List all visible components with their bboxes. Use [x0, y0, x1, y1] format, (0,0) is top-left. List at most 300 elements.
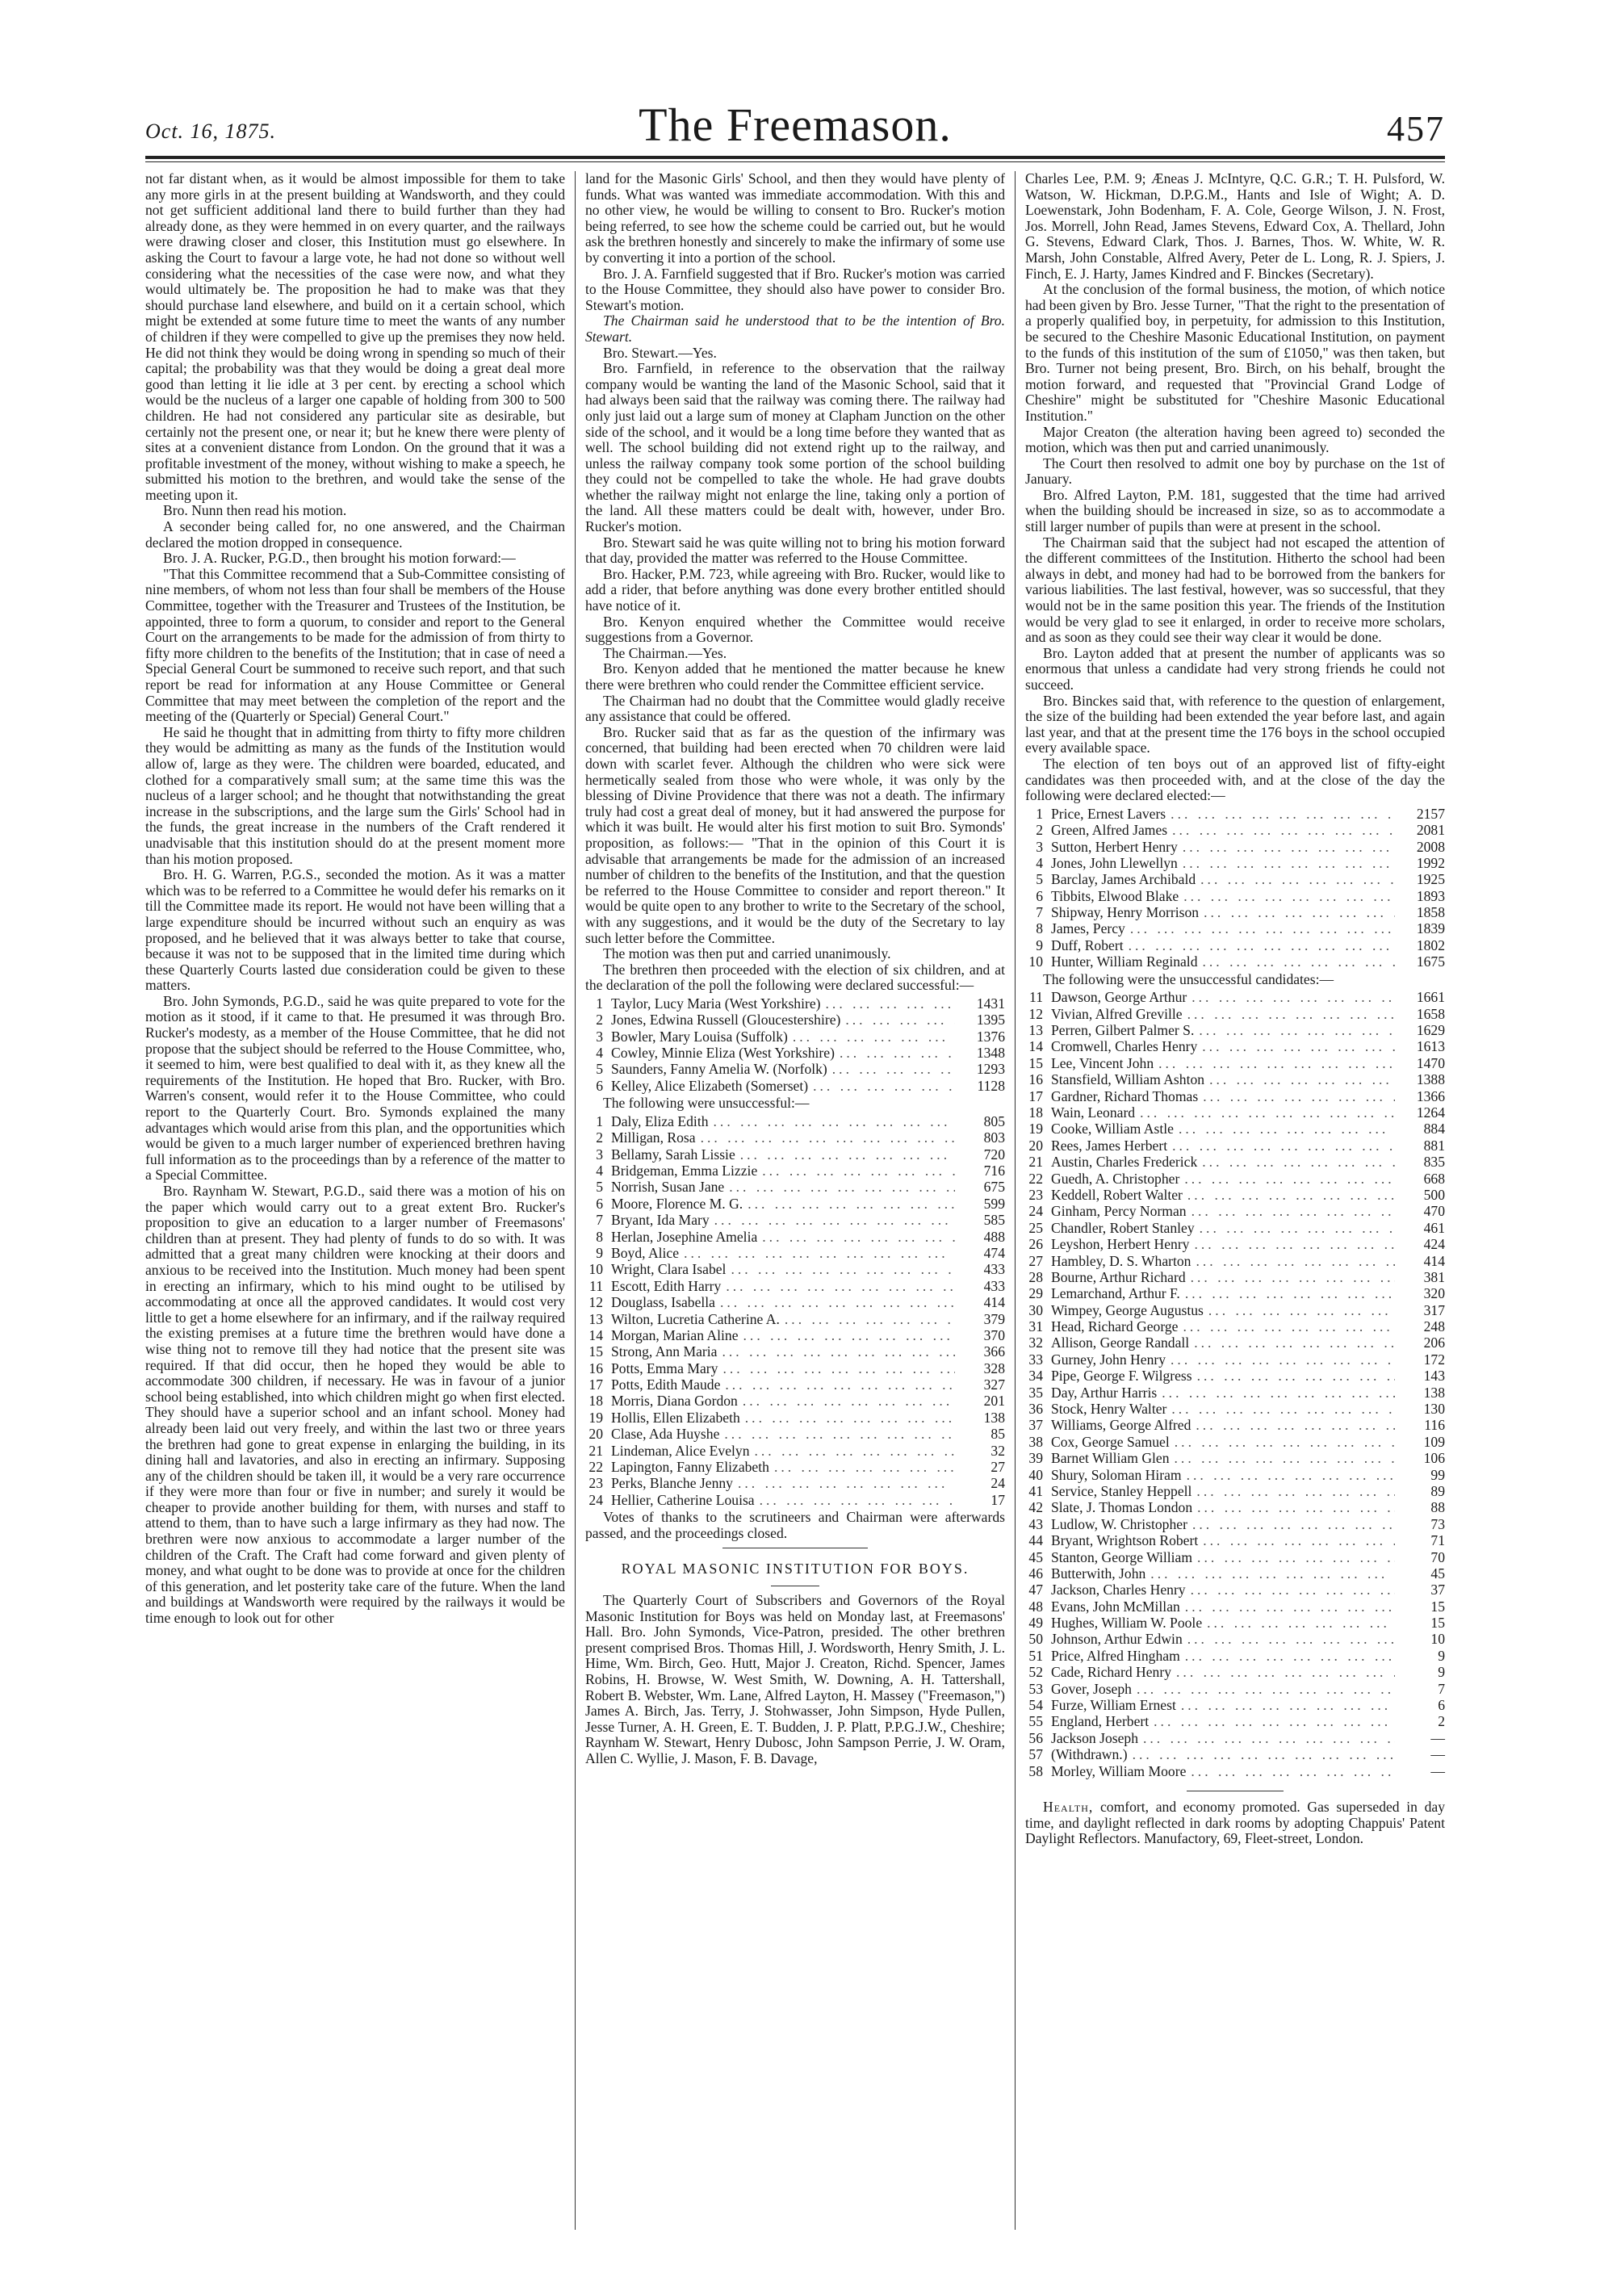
leader-dots — [1186, 1269, 1395, 1285]
list-row-votes: 9 — [1438, 1664, 1445, 1681]
list-row — [1025, 1121, 1445, 1137]
list-row-name: Hambley, D. S. Wharton — [1051, 1252, 1191, 1269]
list-row-votes: — — [1430, 1729, 1445, 1746]
list-row-number: 21 — [1028, 1154, 1043, 1171]
list-row-number: 7 — [1036, 904, 1043, 921]
list-row-name: Evans, John McMillan — [1051, 1598, 1180, 1615]
list-row-votes: 433 — [983, 1261, 1005, 1278]
list-row — [1025, 1746, 1445, 1762]
list-row-votes: 24 — [990, 1475, 1005, 1492]
list-row-name: Wright, Clara Isabel — [611, 1261, 727, 1278]
leader-dots — [1195, 1220, 1395, 1236]
list-row-votes: 15 — [1430, 1598, 1445, 1615]
leader-dots — [710, 1212, 955, 1228]
list-row-number: 2 — [1036, 822, 1043, 839]
list-row — [1025, 953, 1445, 970]
list-row-number: 1 — [1036, 805, 1043, 822]
list-row-votes: 500 — [1423, 1186, 1445, 1203]
list-row-name: Lemarchand, Arthur F. — [1051, 1285, 1180, 1302]
list-row-name: Slate, J. Thomas London — [1051, 1499, 1193, 1516]
masthead-rule-thick — [145, 156, 1445, 159]
leader-dots — [1192, 1368, 1395, 1384]
list-row-name: Gurney, John Henry — [1051, 1351, 1166, 1368]
list-row-votes: 138 — [983, 1409, 1005, 1426]
paragraph: Bro. Kenyon added that he mentioned the matter because he knew there were brethren who could render the Committee efficient service. — [585, 660, 1005, 693]
paragraph: The election of ten boys out of an approved list of fifty-eight candidates was then proceeded with, and at the close of the day the following were declared elected:— — [1025, 755, 1445, 804]
paragraph: The Chairman had no doubt that the Committee would gladly receive any assistance that could be offered. — [585, 692, 1005, 725]
list-row — [1025, 1104, 1445, 1121]
list-row-votes: 2 — [1438, 1713, 1445, 1730]
list-row-number: 21 — [588, 1442, 603, 1459]
leader-dots — [719, 1426, 955, 1442]
section-heading-boys: ROYAL MASONIC INSTITUTION FOR BOYS. — [621, 1561, 970, 1577]
leader-dots — [750, 1443, 956, 1459]
list-row-number: 23 — [1028, 1186, 1043, 1203]
leader-dots — [1167, 1138, 1395, 1154]
list-row — [1025, 1598, 1445, 1615]
paragraph: The motion was then put and carried unanimously. — [603, 945, 891, 962]
list-row-number: 19 — [588, 1409, 603, 1426]
leader-dots — [1189, 1236, 1395, 1252]
list-row — [1025, 1203, 1445, 1219]
leader-dots — [1187, 1516, 1395, 1532]
list-row-name: Gover, Joseph — [1051, 1680, 1132, 1697]
leader-dots — [1180, 1598, 1395, 1615]
list-row-votes: 2008 — [1416, 838, 1445, 855]
list-row-votes: 461 — [1423, 1219, 1445, 1236]
advert-text: comfort, and economy promoted. Gas superseded in day time, and daylight reflected in dark rooms by adopting Chappuis' Patent Daylight Reflectors. Manufactory, 69, Fleet-street, London. — [1025, 1799, 1445, 1847]
list-row-number: 20 — [588, 1426, 603, 1443]
list-row-number: 5 — [596, 1061, 603, 1078]
list-row-votes: 835 — [1423, 1154, 1445, 1171]
paragraph: Bro. Rucker said that as far as the question of the infirmary was concerned, that building had been erected when 70 children were laid down with scarlet fever. Although the children who were sick were hermetically sealed from those who were whole, it was only by the blessing of Divine Providence that there was not a death. The infirmary truly had cost a great deal of money, but it had answered the purpose for which it was built. He would alter his first motion to suit Bro. Symonds' proposition, as follows:— "That in the opinion of this Court it is advisable that arrangements be made for the admission of an increased number of children to the benefits of the Institution, and that the question be referred to the House Committee to consider and report thereon." It would be quite open to any brother to write to the Secretary of the school, with any suggestions, and it would be the duty of the Secretary to lay such letter before the Committee. — [585, 723, 1005, 946]
list-row-votes: 1613 — [1416, 1038, 1445, 1055]
list-row — [1025, 1368, 1445, 1384]
list-row — [1025, 1582, 1445, 1598]
leader-dots — [1135, 1104, 1395, 1121]
list-row-name: Barclay, James Archibald — [1051, 871, 1196, 888]
list-row-name: Clase, Ada Huyshe — [611, 1426, 720, 1443]
list-row-number: 18 — [1028, 1104, 1043, 1121]
list-row — [1025, 904, 1445, 920]
paragraph: A seconder being called for, no one answered, and the Chairman declared the motion dropped in consequence. — [145, 518, 565, 551]
leader-dots — [1194, 1022, 1395, 1038]
list-row-number: 14 — [1028, 1038, 1043, 1055]
leader-dots — [1176, 1697, 1395, 1713]
leader-dots — [1145, 1565, 1395, 1582]
list-row-votes: 2081 — [1416, 822, 1445, 839]
paragraph: Bro. Farnfield, in reference to the observation that the railway company would be wanting the land of the Masonic School, said that it had always been said that the railway was coming there. The railway had only just laid out a large sum of money at Clapham Junction on the other side of the school, and it would be a long time before they wanted that as well. The school building did not extend right up to the railway, and unless the railway company took some portion of the school building they could not be compelled to take the whole. He had grave doubts whether the railway might not enlarge the line, taking only a portion of the land. All these matters could be dealt with, however, under Bro. Rucker's motion. — [585, 360, 1005, 535]
list-row — [585, 1492, 1005, 1508]
list-row-number: 15 — [588, 1343, 603, 1360]
list-row-number: 33 — [1028, 1351, 1043, 1368]
list-row-number: 45 — [1028, 1548, 1043, 1565]
list-row-number: 6 — [1036, 887, 1043, 904]
list-row — [1025, 806, 1445, 822]
list-row-number: 56 — [1028, 1729, 1043, 1746]
list-row — [1025, 1516, 1445, 1532]
list-row — [1025, 1187, 1445, 1203]
list-row-number: 7 — [596, 1212, 603, 1229]
leader-dots — [735, 1146, 955, 1163]
list-row-votes: 805 — [983, 1112, 1005, 1129]
list-row-votes: 716 — [983, 1162, 1005, 1179]
list-row-votes: 1893 — [1416, 887, 1445, 904]
list-row-number: 12 — [588, 1294, 603, 1311]
list-row — [1025, 1236, 1445, 1252]
leader-dots — [1198, 1532, 1395, 1548]
list-row — [585, 1029, 1005, 1045]
list-row-name: Moore, Florence M. G. — [611, 1195, 743, 1212]
list-row — [585, 1410, 1005, 1426]
list-row — [1025, 1664, 1445, 1680]
list-row-number: 32 — [1028, 1334, 1043, 1351]
list-row — [1025, 1648, 1445, 1664]
advertisement — [1025, 1800, 1445, 1847]
list-row-votes: 1128 — [977, 1077, 1005, 1094]
list-row-name: Hunter, William Reginald — [1051, 953, 1198, 970]
list-row-name: Morley, William Moore — [1051, 1762, 1187, 1779]
list-row-votes: 1802 — [1416, 936, 1445, 953]
list-row — [1025, 1171, 1445, 1187]
leader-dots — [1154, 1055, 1395, 1071]
list-row — [1025, 1138, 1445, 1154]
list-row-number: 39 — [1028, 1450, 1043, 1467]
list-row-votes: 1675 — [1416, 953, 1445, 970]
list-row-number: 11 — [589, 1277, 603, 1294]
list-row — [1025, 1253, 1445, 1269]
leader-dots — [1191, 1483, 1395, 1499]
list-row-name: Stanton, George William — [1051, 1548, 1193, 1565]
list-row-name: Lee, Vincent John — [1051, 1054, 1154, 1071]
leader-dots — [1124, 937, 1395, 953]
list-row-votes: 1264 — [1416, 1104, 1445, 1121]
list-row-name: (Withdrawn.) — [1051, 1746, 1128, 1763]
leader-dots — [1178, 1318, 1395, 1334]
list-row-number: 10 — [1028, 953, 1043, 970]
list-row-number: 22 — [1028, 1170, 1043, 1187]
list-row-number: 37 — [1028, 1417, 1043, 1434]
list-row-name: Taylor, Lucy Maria (West Yorkshire) — [611, 995, 821, 1012]
list-row — [1025, 1038, 1445, 1054]
list-row-name: Wain, Leonard — [1051, 1104, 1136, 1121]
list-row-votes: 1658 — [1416, 1005, 1445, 1022]
leader-dots — [1186, 1582, 1395, 1598]
girls-unsuccessful-list — [585, 1113, 1005, 1508]
list-row-votes: 17 — [990, 1491, 1005, 1508]
list-row-number: 51 — [1028, 1647, 1043, 1664]
list-row-number: 23 — [588, 1475, 603, 1492]
leader-dots — [757, 1163, 955, 1179]
leader-dots — [1170, 1434, 1395, 1450]
leader-dots — [808, 1078, 955, 1094]
column-divider — [1015, 171, 1016, 2230]
list-row-number: 8 — [1036, 920, 1043, 937]
list-row-name: Barnet William Glen — [1051, 1450, 1170, 1467]
list-row — [585, 1146, 1005, 1163]
list-row-name: Hughes, William W. Poole — [1051, 1615, 1203, 1632]
leader-dots — [788, 1029, 955, 1045]
leader-dots — [717, 1343, 955, 1360]
list-row-name: Boyd, Alice — [611, 1244, 680, 1261]
list-row-votes: 720 — [983, 1146, 1005, 1163]
list-row — [585, 1343, 1005, 1360]
list-row-votes: — — [1430, 1762, 1445, 1779]
list-row — [585, 1393, 1005, 1409]
list-row-votes: 884 — [1423, 1121, 1445, 1138]
leader-dots — [1125, 920, 1395, 936]
list-row-number: 1 — [596, 1112, 603, 1129]
list-row-name: Price, Ernest Lavers — [1051, 805, 1166, 822]
list-row-number: 34 — [1028, 1368, 1043, 1385]
list-row-votes: 668 — [1423, 1170, 1445, 1187]
list-row — [585, 1360, 1005, 1376]
paragraph: land for the Masonic Girls' School, and then they would have plenty of funds. What was wanted was immediate accommodation. With this and no other view, he would be willing to consent to Bro. Rucker's motion being referred, to see how the scheme could be carried out, but he would ask the brethren honestly and sincerely to make the infirmary of some use by converting it into a portion of the school. — [585, 170, 1005, 266]
leader-dots — [1198, 953, 1396, 970]
list-row-name: Bourne, Arthur Richard — [1051, 1268, 1186, 1285]
list-row-number: 38 — [1028, 1433, 1043, 1450]
list-row-number: 6 — [596, 1195, 603, 1212]
list-row — [1025, 888, 1445, 904]
list-row-votes: 381 — [1423, 1268, 1445, 1285]
list-row-votes: 116 — [1424, 1417, 1445, 1434]
column-divider — [575, 171, 576, 2230]
list-row-name: Tibbits, Elwood Blake — [1051, 887, 1179, 904]
list-row — [585, 1212, 1005, 1228]
list-row — [1025, 1450, 1445, 1466]
list-row-votes: 10 — [1430, 1631, 1445, 1648]
leader-dots — [1178, 839, 1395, 855]
paragraph: Charles Lee, P.M. 9; Æneas J. McIntyre, Q.C. G.R.; T. H. Pulsford, W. Watson, W. Hickman, D.P.G.M., Hants and Isle of Wight; A. D. Loewenstark, John Bodenham, F. A. Cole, George Wilson, J. N. Frost, Jos. Morrell, John Read, James Stevens, Edward Cox, A. Thellard, John G. Stevens, Edward Clark, Thos. J. Barnes, Thos. W. White, W. R. Marsh, John Constable, Alfred Avery, Peter de L. Long, R. J. Spiers, J. Finch, E. J. Harty, James Kindred and F. Binckes (Secretary). — [1025, 170, 1445, 282]
list-row-number: 22 — [588, 1459, 603, 1476]
list-row — [1025, 1385, 1445, 1401]
list-row-votes: 6 — [1438, 1697, 1445, 1714]
list-row-votes: 1629 — [1416, 1022, 1445, 1039]
list-row — [1025, 1220, 1445, 1236]
list-row-number: 47 — [1028, 1582, 1043, 1598]
list-row-votes: 366 — [983, 1343, 1005, 1360]
paragraph: The Court then resolved to admit one boy by purchase on the 1st of January. — [1025, 455, 1445, 488]
leader-dots — [1180, 1285, 1395, 1301]
list-row-votes: 1388 — [1416, 1071, 1445, 1088]
list-row-name: Duff, Robert — [1051, 936, 1124, 953]
list-row-name: Rees, James Herbert — [1051, 1137, 1168, 1154]
list-row-name: Hollis, Ellen Elizabeth — [611, 1409, 740, 1426]
list-row — [585, 1129, 1005, 1146]
leader-dots — [1179, 1171, 1395, 1187]
list-row — [585, 995, 1005, 1012]
list-row-votes: 85 — [990, 1426, 1005, 1443]
list-row-votes: 1348 — [976, 1045, 1005, 1062]
list-row-votes: 599 — [983, 1195, 1005, 1212]
list-row-votes: 73 — [1430, 1515, 1445, 1532]
masthead — [145, 98, 1445, 151]
list-row-votes: 172 — [1423, 1351, 1445, 1368]
list-row-number: 24 — [588, 1491, 603, 1508]
list-row-name: Cox, George Samuel — [1051, 1433, 1170, 1450]
list-row-name: Dawson, George Arthur — [1051, 989, 1187, 1006]
list-row — [1025, 1631, 1445, 1647]
list-row-name: Cooke, William Astle — [1051, 1121, 1174, 1138]
leader-dots — [709, 1113, 955, 1129]
paragraph: The brethren then proceeded with the election of six children, and at the declaration of the poll the following were declared successful:— — [585, 961, 1005, 994]
list-row-name: Ludlow, W. Christopher — [1051, 1515, 1187, 1532]
leader-dots — [721, 1278, 955, 1294]
leader-dots — [1167, 822, 1395, 838]
paragraph: The Quarterly Court of Subscribers and Governors of the Royal Masonic Institution for Boys was held on Monday last, at Freemasons' Hall. Bro. John Symonds, Vice-Patron, presided. The other brethren present comprised Bros. Thomas Hill, J. Wordsworth, Henry Smith, J. L. Hime, Wm. Birch, Geo. Hutt, Major J. Creaton, Richd. Spencer, James Robins, H. Browse, W. West Smith, W. Downing, A. H. Tattershall, Robert B. Webster, Wm. Lane, Alfred Layton, H. Massey ("Freemason,") James A. Birch, Jas. Terry, J. Stohwasser, John Simpson, Hyde Pullen, Jesse Turner, A. H. Green, E. T. Budden, J. P. Platt, P.P.G.J.W., Cheshire; Raynham W. Stewart, Henry Dubosc, John Sampson Perrie, J. W. Oram, Allen C. Wyllie, J. Mason, F. B. Davage, — [585, 1591, 1005, 1766]
paragraph: Major Creaton (the alteration having been agreed to) seconded the motion, which was then put and carried unanimously. — [1025, 423, 1445, 456]
list-row-name: Bridgeman, Emma Lizzie — [611, 1162, 758, 1179]
list-row-votes: 1470 — [1416, 1054, 1445, 1071]
list-row-name: Daly, Eliza Edith — [611, 1112, 709, 1129]
list-row-name: Norrish, Susan Jane — [611, 1179, 725, 1196]
leader-dots — [726, 1261, 955, 1277]
leader-dots — [1180, 1648, 1395, 1664]
list-row-votes: 1992 — [1416, 854, 1445, 871]
boys-elected-list — [1025, 806, 1445, 970]
leader-dots — [1179, 888, 1395, 904]
list-row-number: 9 — [596, 1244, 603, 1261]
list-row-number: 17 — [588, 1376, 603, 1393]
list-row-votes: 89 — [1430, 1482, 1445, 1499]
list-row — [1025, 1483, 1445, 1499]
list-row — [585, 1426, 1005, 1442]
list-row-number: 27 — [1028, 1252, 1043, 1269]
paragraph: Bro. Alfred Layton, P.M. 181, suggested that the time had arrived when the building should be increased in size, so as to accommodate a still larger number of pupils than were at present in the school. — [1025, 486, 1445, 535]
leader-dots — [1204, 1071, 1395, 1087]
paragraph: At the conclusion of the formal business, the motion, of which notice had been given by Bro. Jesse Turner, "That the right to the presentation of a properly qualified boy, in perpetuity, for admission to this Institution, be secured to the Cheshire Masonic Educational Institution, on payment to the funds of this institution of the sum of £1050," was then taken, but Bro. Turner not being present, Bro. Birch, on his behalf, brought the motion forward, and requested that "Provincial Grand Lodge of Cheshire" might be substituted for "Cheshire Masonic Educational Institution." — [1025, 281, 1446, 424]
column-1 — [145, 171, 565, 1627]
list-row — [1025, 1022, 1445, 1038]
list-row-votes: 474 — [983, 1244, 1005, 1261]
list-row-number: 18 — [588, 1393, 603, 1410]
paragraph: Bro. Stewart said he was quite willing not to bring his motion forward that day, provided the matter was referred to the House Committee. — [585, 534, 1005, 567]
list-row — [1025, 1302, 1445, 1318]
list-row-name: Vivian, Alfred Greville — [1051, 1005, 1183, 1022]
list-row-name: Cowley, Minnie Eliza (West Yorkshire) — [611, 1045, 835, 1062]
list-row-name: Strong, Ann Maria — [611, 1343, 718, 1360]
list-row-name: Williams, George Alfred — [1051, 1417, 1191, 1434]
leader-dots — [1204, 1302, 1395, 1318]
list-row-votes: 379 — [983, 1310, 1005, 1327]
list-row-votes: 424 — [1423, 1236, 1445, 1253]
list-row — [1025, 1055, 1445, 1071]
paragraph: Bro. H. G. Warren, P.G.S., seconded the motion. As it was a matter which was to be referred to a Committee he would defer his remarks on it till the Committee made its report. He would not have been willing that a large expenditure should be incurred without such an enquiry as was proposed, and he believed that it was always better to take that course, because it was not to be supposed that in the limited time during which these Quarterly Courts lasted due consideration could be given to these matters. — [145, 866, 565, 994]
list-row-name: Bryant, Wrightson Robert — [1051, 1532, 1199, 1549]
list-row-votes: 1925 — [1416, 871, 1445, 888]
list-row-number: 16 — [1028, 1071, 1043, 1088]
list-row-name: Cade, Richard Henry — [1051, 1664, 1172, 1681]
list-row-votes: 88 — [1430, 1499, 1445, 1516]
list-row-number: 3 — [596, 1028, 603, 1045]
list-row-number: 26 — [1028, 1236, 1043, 1253]
leader-dots — [724, 1179, 955, 1195]
paragraph: Bro. John Symonds, P.G.D., said he was quite prepared to vote for the motion as it stood, if it came to that. He presumed it was through Bro. Rucker's modesty, as a member of the House Committee, that he did not propose that the subject should be referred to the House Committee, who, it seemed to him, were best qualified to deal with it, as they knew all the requirements of the Institution. He hoped that Bro. Rucker, with Bro. Warren's consent, would refer it to the House Committee, who could report to the Quarterly Court. Bro. Symonds explained the many advantages which would arise from this plan, and the opportunities which would be given to a much larger number of experienced brethren having full information as to the proceedings than by a reference of the matter to a Special Committee. — [145, 992, 565, 1184]
list-row-votes: 71 — [1430, 1532, 1445, 1549]
issue-date: Oct. 16, 1875. — [145, 119, 277, 143]
list-row — [1025, 1499, 1445, 1515]
column-2 — [585, 171, 1005, 1767]
list-row-number: 58 — [1028, 1762, 1043, 1779]
list-row-number: 13 — [588, 1310, 603, 1327]
leader-dots — [1174, 1121, 1395, 1137]
leader-dots — [1182, 1467, 1395, 1483]
list-row-number: 44 — [1028, 1532, 1043, 1549]
paragraph: The Chairman said he understood that to be the intention of Bro. Stewart. — [585, 312, 1005, 345]
leader-dots — [679, 1245, 955, 1261]
leader-dots — [1170, 1450, 1395, 1466]
list-row — [1025, 937, 1445, 953]
list-row-name: Stansfield, William Ashton — [1051, 1071, 1205, 1088]
girls-successful-list — [585, 995, 1005, 1094]
paragraph: The Chairman.—Yes. — [603, 644, 727, 661]
list-row-number: 4 — [1036, 854, 1043, 871]
list-row-number: 30 — [1028, 1301, 1043, 1318]
list-row-number: 25 — [1028, 1219, 1043, 1236]
publication-title: The Freemason. — [639, 98, 952, 151]
list-row-name: Keddell, Robert Walter — [1051, 1186, 1183, 1203]
list-row — [585, 1078, 1005, 1094]
list-row-number: 49 — [1028, 1615, 1043, 1632]
leader-dots — [1166, 1351, 1395, 1368]
list-row-votes: — — [1430, 1746, 1445, 1763]
list-row-votes: 1858 — [1416, 904, 1445, 921]
list-row-number: 6 — [596, 1077, 603, 1094]
paragraph: Bro. Nunn then read his motion. — [163, 502, 347, 519]
leader-dots — [720, 1376, 955, 1393]
column-3 — [1025, 171, 1445, 1861]
list-row-number: 12 — [1028, 1005, 1043, 1022]
list-row-number: 9 — [1036, 936, 1043, 953]
list-row-votes: 32 — [990, 1442, 1005, 1459]
leader-dots — [1187, 989, 1395, 1005]
leader-dots — [733, 1475, 955, 1491]
leader-dots — [718, 1360, 955, 1376]
list-row — [1025, 1565, 1445, 1582]
list-row-number: 14 — [588, 1326, 603, 1343]
list-row-name: Cromwell, Charles Henry — [1051, 1038, 1198, 1055]
paragraph: Bro. Binckes said that, with reference to the question of enlargement, the size of the building had been extended the year before last, and again last year, and that at the present time the 176 boys in the school occupied every available space. — [1025, 692, 1445, 756]
list-row-votes: 99 — [1430, 1466, 1445, 1483]
leader-dots — [1183, 1006, 1395, 1022]
list-row-number: 17 — [1028, 1087, 1043, 1104]
list-row — [585, 1261, 1005, 1277]
list-row — [1025, 822, 1445, 838]
list-row-name: Day, Arthur Harris — [1051, 1384, 1158, 1401]
paragraph: Bro. Kenyon enquired whether the Committee would receive suggestions from a Governor. — [585, 613, 1005, 646]
list-row-votes: 1839 — [1416, 920, 1445, 937]
list-row — [1025, 871, 1445, 887]
advert-lead: Health, — [1043, 1799, 1094, 1815]
list-row-name: Guedh, A. Christopher — [1051, 1170, 1180, 1187]
leader-dots — [1166, 1401, 1395, 1417]
list-row-votes: 1376 — [976, 1028, 1005, 1045]
list-row — [585, 1443, 1005, 1459]
list-row — [585, 1278, 1005, 1294]
list-row — [1025, 1088, 1445, 1104]
list-row — [585, 1475, 1005, 1491]
list-row-name: Bryant, Ida Mary — [611, 1212, 710, 1229]
list-row-name: Potts, Edith Maude — [611, 1376, 721, 1393]
list-row-votes: 1395 — [976, 1012, 1005, 1029]
list-row-votes: 370 — [983, 1326, 1005, 1343]
paragraph: Votes of thanks to the scrutineers and Chairman were afterwards passed, and the proceedings closed. — [585, 1509, 1005, 1541]
list-row-votes: 803 — [983, 1129, 1005, 1146]
list-row-name: Wilton, Lucretia Catherine A. — [611, 1310, 780, 1327]
list-row — [1025, 989, 1445, 1005]
leader-dots — [1183, 1187, 1395, 1203]
list-row-number: 36 — [1028, 1401, 1043, 1418]
